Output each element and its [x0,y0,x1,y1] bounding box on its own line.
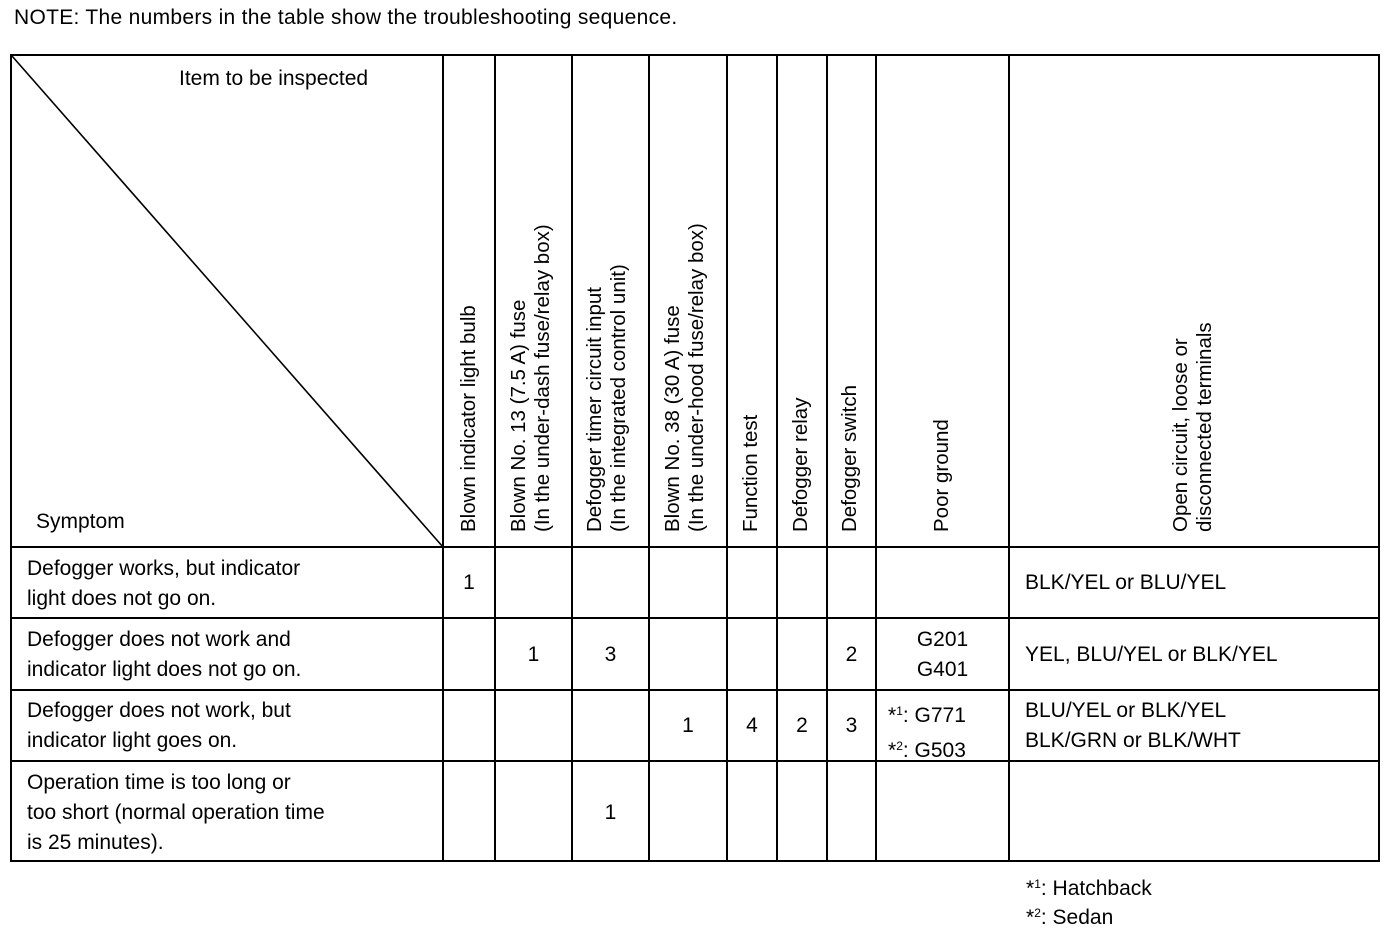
col-divider [1008,54,1010,862]
row-divider [10,760,1380,762]
symptom-row-1: Defogger works, but indicator light does not go on. [27,557,301,610]
col-header-fuse-13: Blown No. 13 (7.5 A) fuse (In the under-dash fuse/relay box) [507,224,554,532]
col-header-defogger-relay: Defogger relay [789,397,812,532]
cell-r4-c3: 1 [604,801,617,824]
col-header-fuse-38: Blown No. 38 (30 A) fuse (In the under-hood fuse/relay box) [661,223,708,532]
cell-r1-wires: BLK/YEL or BLU/YEL [1025,571,1227,594]
item-to-be-inspected-label: Item to be inspected [179,67,369,90]
symptom-label: Symptom [36,510,125,533]
cell-r3-c5: 4 [746,714,758,737]
footnote-hatchback: *$^1$: Hatchback [1026,877,1152,900]
cell-r2-wires: YEL, BLU/YEL or BLK/YEL [1025,643,1278,666]
table-border-right [1378,54,1380,862]
symptom-row-2: Defogger does not work and indicator light does not go on. [27,628,302,681]
cell-r2-c7: 2 [845,643,858,666]
symptom-row-3: Defogger does not work, but indicator light goes on. [27,699,291,752]
troubleshooting-table [10,54,1380,862]
cell-r3-c7: 3 [845,714,858,737]
col-header-blown-indicator-bulb: Blown indicator light bulb [457,305,480,532]
col-header-defogger-switch: Defogger switch [838,385,861,532]
row-divider [10,689,1380,691]
col-divider [875,54,877,862]
cell-r2-ground: G201 G401 [916,628,969,681]
col-header-open-circuit: Open circuit, loose or disconnected terminals [1169,322,1216,532]
cell-r3-c4: 1 [682,714,694,737]
col-divider [571,54,573,862]
cell-r2-c3: 3 [604,643,617,666]
cell-r3-c6: 2 [796,714,808,737]
col-header-function-test: Function test [739,414,762,532]
corner-diagonal [10,54,444,548]
col-divider [494,54,496,862]
row-divider [10,617,1380,619]
col-header-timer-circuit: Defogger timer circuit input (In the integrated control unit) [583,264,630,532]
page-note: NOTE: The numbers in the table show the troubleshooting sequence. [14,6,678,29]
footnote-sedan: *$^2$: Sedan [1026,906,1114,929]
cell-r3-wires: BLU/YEL or BLK/YEL BLK/GRN or BLK/WHT [1025,699,1241,752]
cell-r2-c2: 1 [527,643,540,666]
col-header-poor-ground: Poor ground [930,419,953,532]
cell-r3-ground: *$^1$: G771 *$^2$: G503 [888,704,966,762]
symptom-row-4: Operation time is too long or too short (normal operation time is 25 minutes). [27,771,325,854]
cell-r1-c1: 1 [463,571,475,594]
table-border-bottom [10,860,1380,862]
